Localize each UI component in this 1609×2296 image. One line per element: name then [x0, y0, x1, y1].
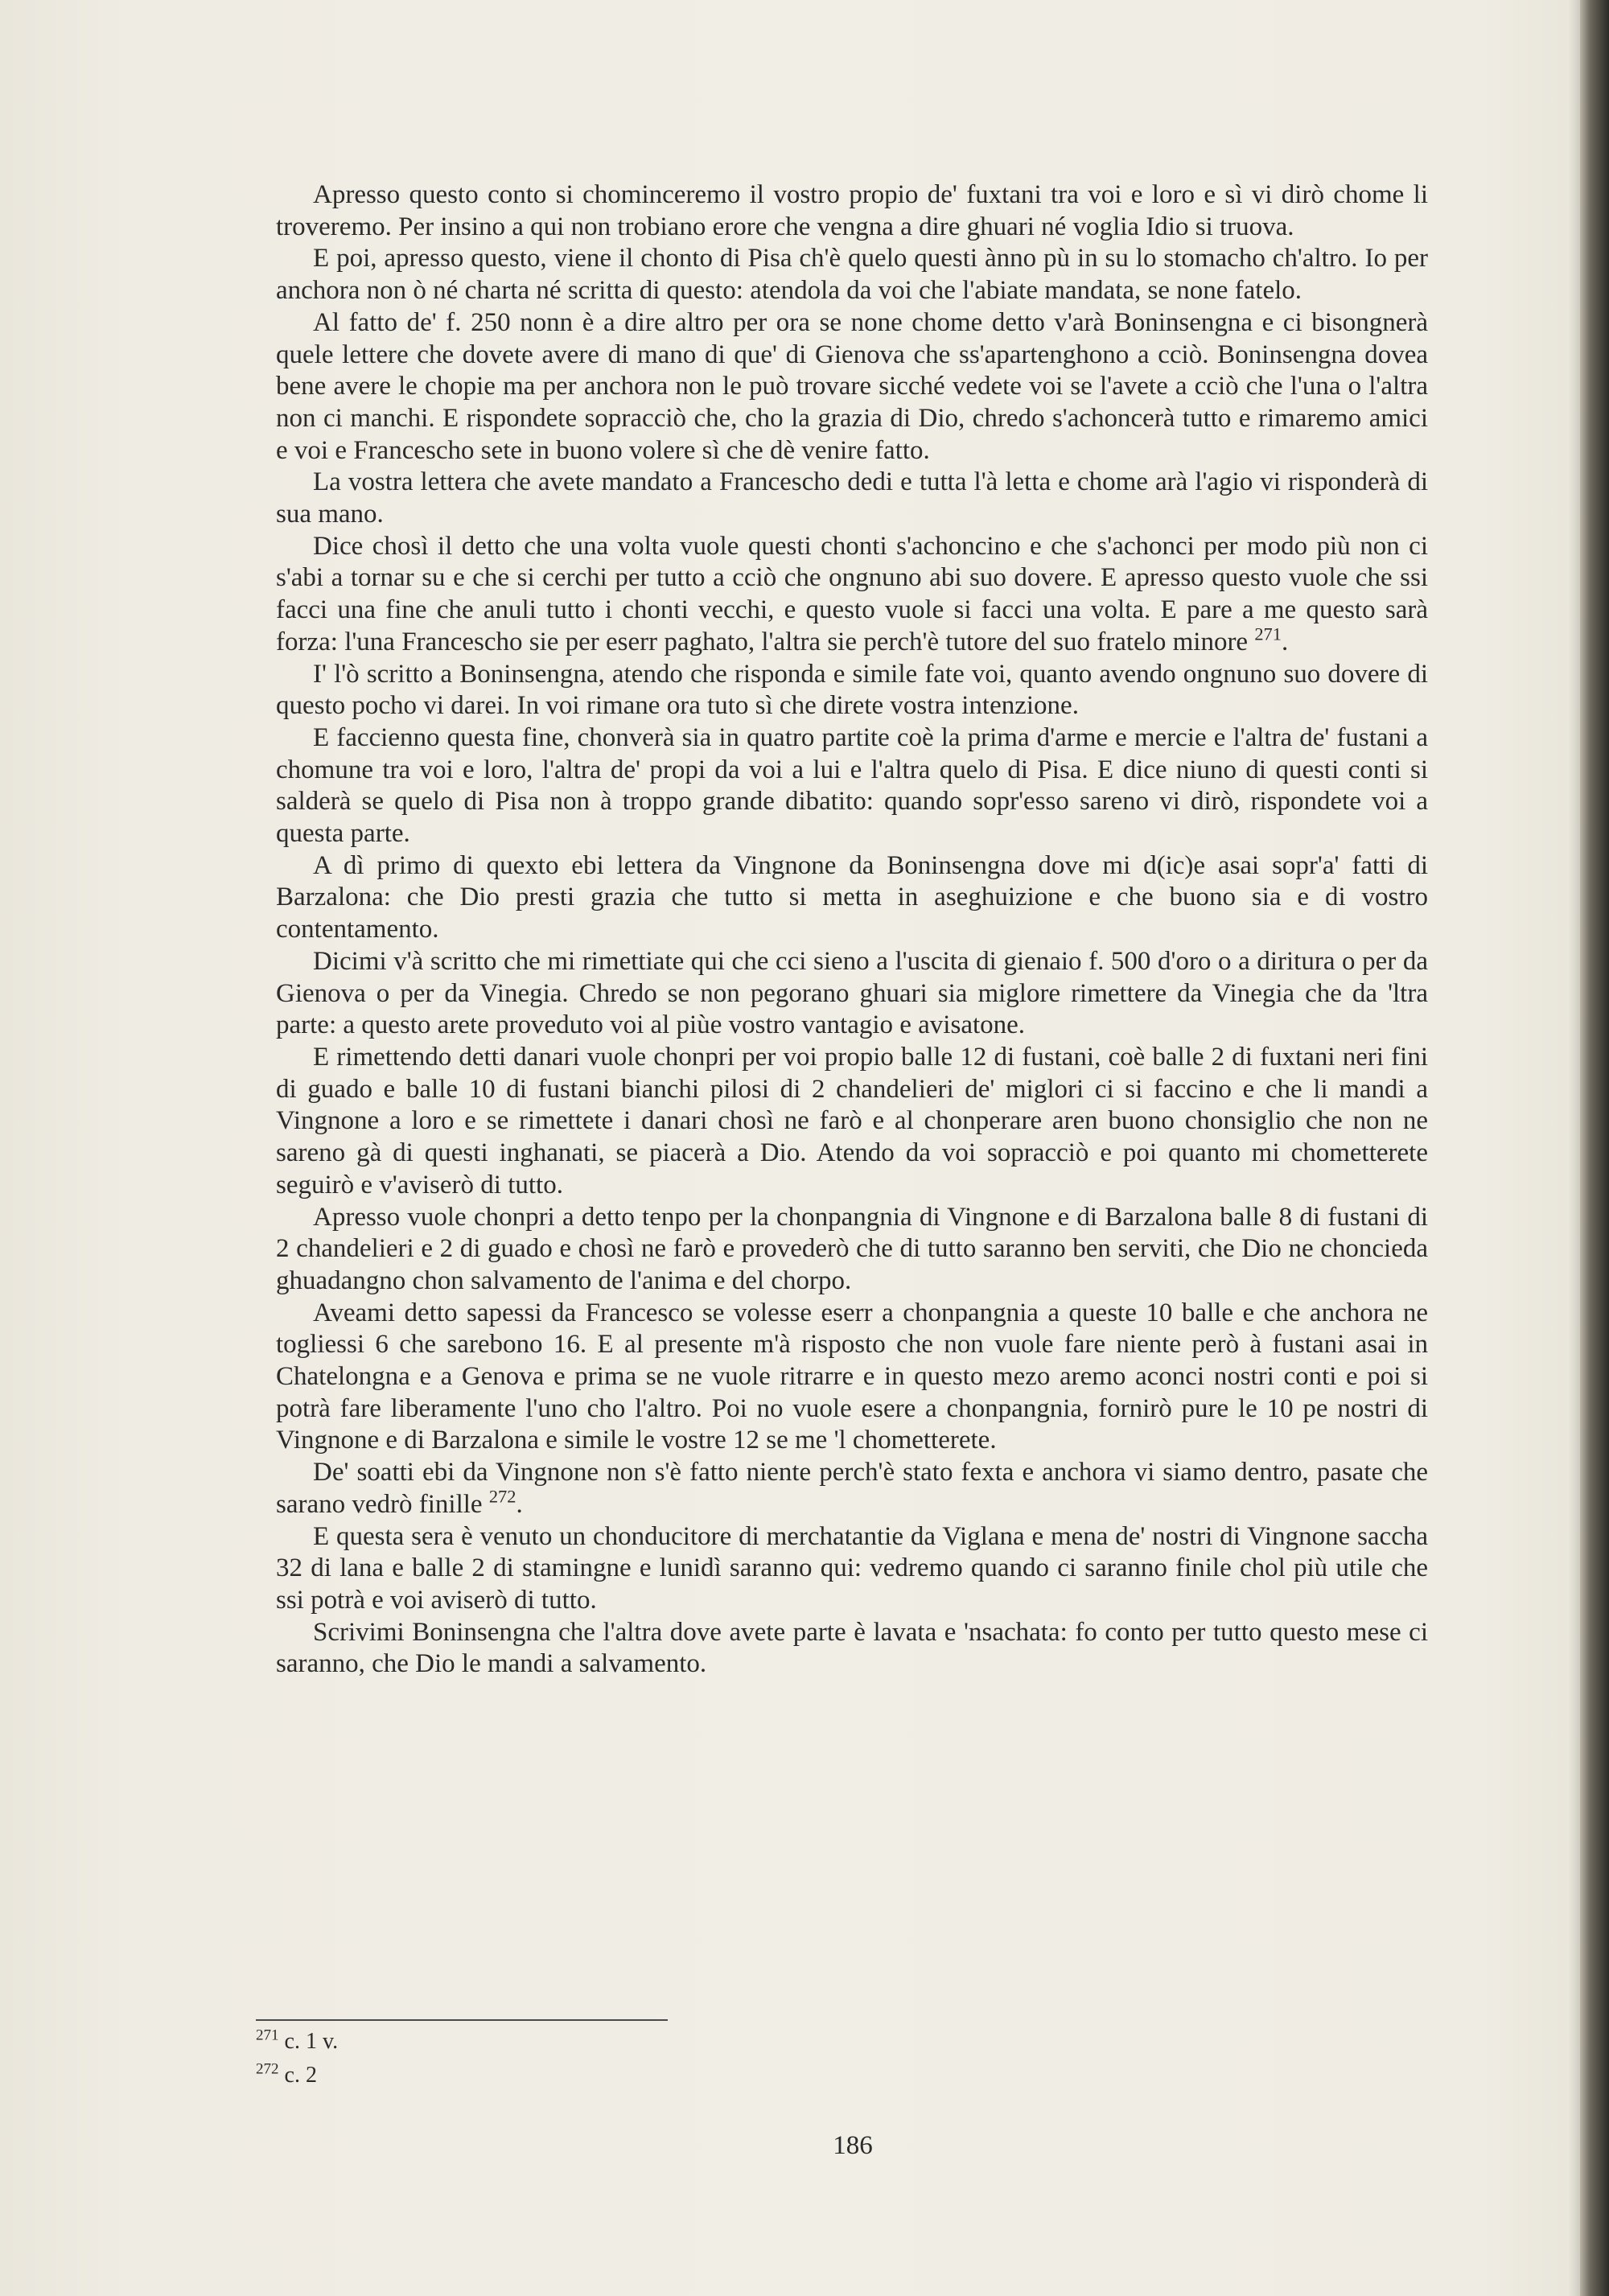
paragraph: Dice chosì il detto che una volta vuole questi chonti s'achoncino e che s'achonci per modo più non ci s'abi a tornar su e che si cerchi per tutto a cciò che ongnuno abi suo dovere. E apresso questo vuole che ssi facci una fine che anuli tutto i chonti vecchi, e questo vuole si facci una volta. E pare a me questo sarà forza: l'una Francescho sie per eserr paghato, l'altra sie perch'è tutore del suo fratelo minore $^{271}$. [276, 531, 1428, 656]
paragraph: I' l'ò scritto a Boninsengna, atendo che risponda e simile fate voi, quanto avendo ongnuno suo dovere di questo pocho vi darei. In voi rimane ora tuto sì che direte vostra intenzione. [276, 659, 1428, 721]
paragraph: Apresso vuole chonpri a detto tenpo per la chonpangnia di Vingnone e di Barzalona balle 8 di fustani di 2 chandelieri e 2 di guado e chosì ne farò e provederò che di tutto saranno ben serviti, che Dio ne choncieda ghuadangno chon salvamento de l'anima e del chorpo. [276, 1202, 1428, 1295]
footnote [256, 2025, 338, 2059]
main-text [276, 179, 1428, 1681]
footnote-separator [256, 2019, 668, 2021]
paragraph: E rimettendo detti danari vuole chonpri per voi propio balle 12 di fustani, coè balle 2 di fuxtani neri fini di guado e balle 10 di fustani bianchi pilosi di 2 chandelieri de' miglori ci si faccino e che li mandi a Vingnone a loro e se rimettete i danari chosì ne farò e al chonperare aren buono chonsiglio che non ne sareno gà di questi inghanati, se piacerà a Dio. Atendo da voi sopracciò e poi quanto mi chometterete seguirò e v'aviserò di tutto. [276, 1042, 1428, 1199]
gutter-shadow [1569, 0, 1580, 2296]
page-number: 186 [833, 2131, 873, 2160]
footnote-reference: 272 [488, 1486, 516, 1507]
paragraph: Apresso questo conto si chominceremo il vostro propio de' fuxtani tra voi e loro e sì vi dirò chome li troveremo. Per insino a qui non trobiano erore che vengna a dire ghuari né voglia Idio si truova. [276, 180, 1428, 241]
footnote-mark: 272 [256, 2060, 279, 2078]
footnote-reference: 271 [1254, 623, 1282, 644]
paragraph: La vostra lettera che avete mandato a Francescho dedi e tutta l'à letta e chome arà l'agio vi risponderà di sua mano. [276, 467, 1428, 529]
paragraph: A dì primo di quexto ebi lettera da Vingnone da Boninsengna dove mi d(ic)e asai sopr'a' fatti di Barzalona: che Dio presti grazia che tutto si metta in aseghuizione e che buono sia e di vostro contentamento. [276, 850, 1428, 944]
paragraph: De' soatti ebi da Vingnone non s'è fatto niente perch'è stato fexta e anchora vi siamo dentro, pasate che sarano vedrò finille $^{272}$. [276, 1458, 1428, 1519]
paragraph: E questa sera è venuto un chonducitore di merchatantie da Viglana e mena de' nostri di Vingnone saccha 32 di lana e balle 2 di stamingne e lunidì saranno qui: vedremo quando ci saranno finile chol più utile che ssi potrà e voi aviserò di tutto. [276, 1521, 1428, 1615]
paragraph: Aveami detto sapessi da Francesco se volesse eserr a chonpangnia a queste 10 balle e che anchora ne togliessi 6 che sarebono 16. E al presente m'à risposto che non vuole fare niente però à fustani asai in Chatelongna e a Genova e prima se ne vuole ritrarre e in questo mezo aremo aconci nostri conti e poi si potrà fare liberamente l'uno cho l'altro. Poi no vuole esere a chonpangnia, fornirò pure le 10 pe nostri di Vingnone e di Barzalona e simile le vostre 12 se me 'l chometterete. [276, 1298, 1428, 1455]
paragraph: Al fatto de' f. 250 nonn è a dire altro per ora se none chome detto v'arà Boninsengna e ci bisongnerà quele lettere che dovete avere di mano di que' di Gienova che ss'apartenghono a cciò. Boninsengna dovea bene avere le chopie ma per anchora non le può trovare sicché vedete voi se l'avete a cciò che l'una o l'altra non ci manchi. E rispondete sopracciò che, cho la grazia di Dio, chredo s'achoncerà tutto e rimaremo amici e voi e Francescho sete in buono volere sì che dè venire fatto. [276, 307, 1428, 465]
footnote-mark: 271 [256, 2026, 279, 2044]
footnote [256, 2059, 338, 2092]
paragraph: Dicimi v'à scritto che mi rimettiate qui che cci sieno a l'uscita di gienaio f. 500 d'oro o a diritura o per da Gienova o per da Vinegia. Chredo se non pegorano ghuari sia miglore rimettere da Vinegia che da 'ltra parte: a questo arete proveduto voi al piùe vostro vantagio e avisatone. [276, 946, 1428, 1040]
book-edge [1580, 0, 1609, 2296]
footnotes [256, 2025, 338, 2092]
footnote-text: c. 1 v. [284, 2029, 339, 2054]
paragraph: E poi, apresso questo, viene il chonto di Pisa ch'è quelo questi ànno pù in su lo stomacho ch'altro. Io per anchora non ò né charta né scritta di questo: atendola da voi che l'abiate mandata, se none fatelo. [276, 244, 1428, 306]
paragraph: E faccienno questa fine, chonverà sia in quatro partite coè la prima d'arme e mercie e l'altra de' fustani a chomune tra voi e loro, l'altra de' propi da voi a lui e l'altra quelo di Pisa. E dice niuno di questi conti si salderà se quelo di Pisa non à troppo grande dibatito: quando sopr'esso sareno vi dirò, rispondete voi a questa parte. [276, 722, 1428, 849]
footnote-text: c. 2 [284, 2063, 317, 2088]
paragraph: Scrivimi Boninsengna che l'altra dove avete parte è lavata e 'nsachata: fo conto per tutto questo mese ci saranno, che Dio le mandi a salvamento. [276, 1617, 1428, 1679]
